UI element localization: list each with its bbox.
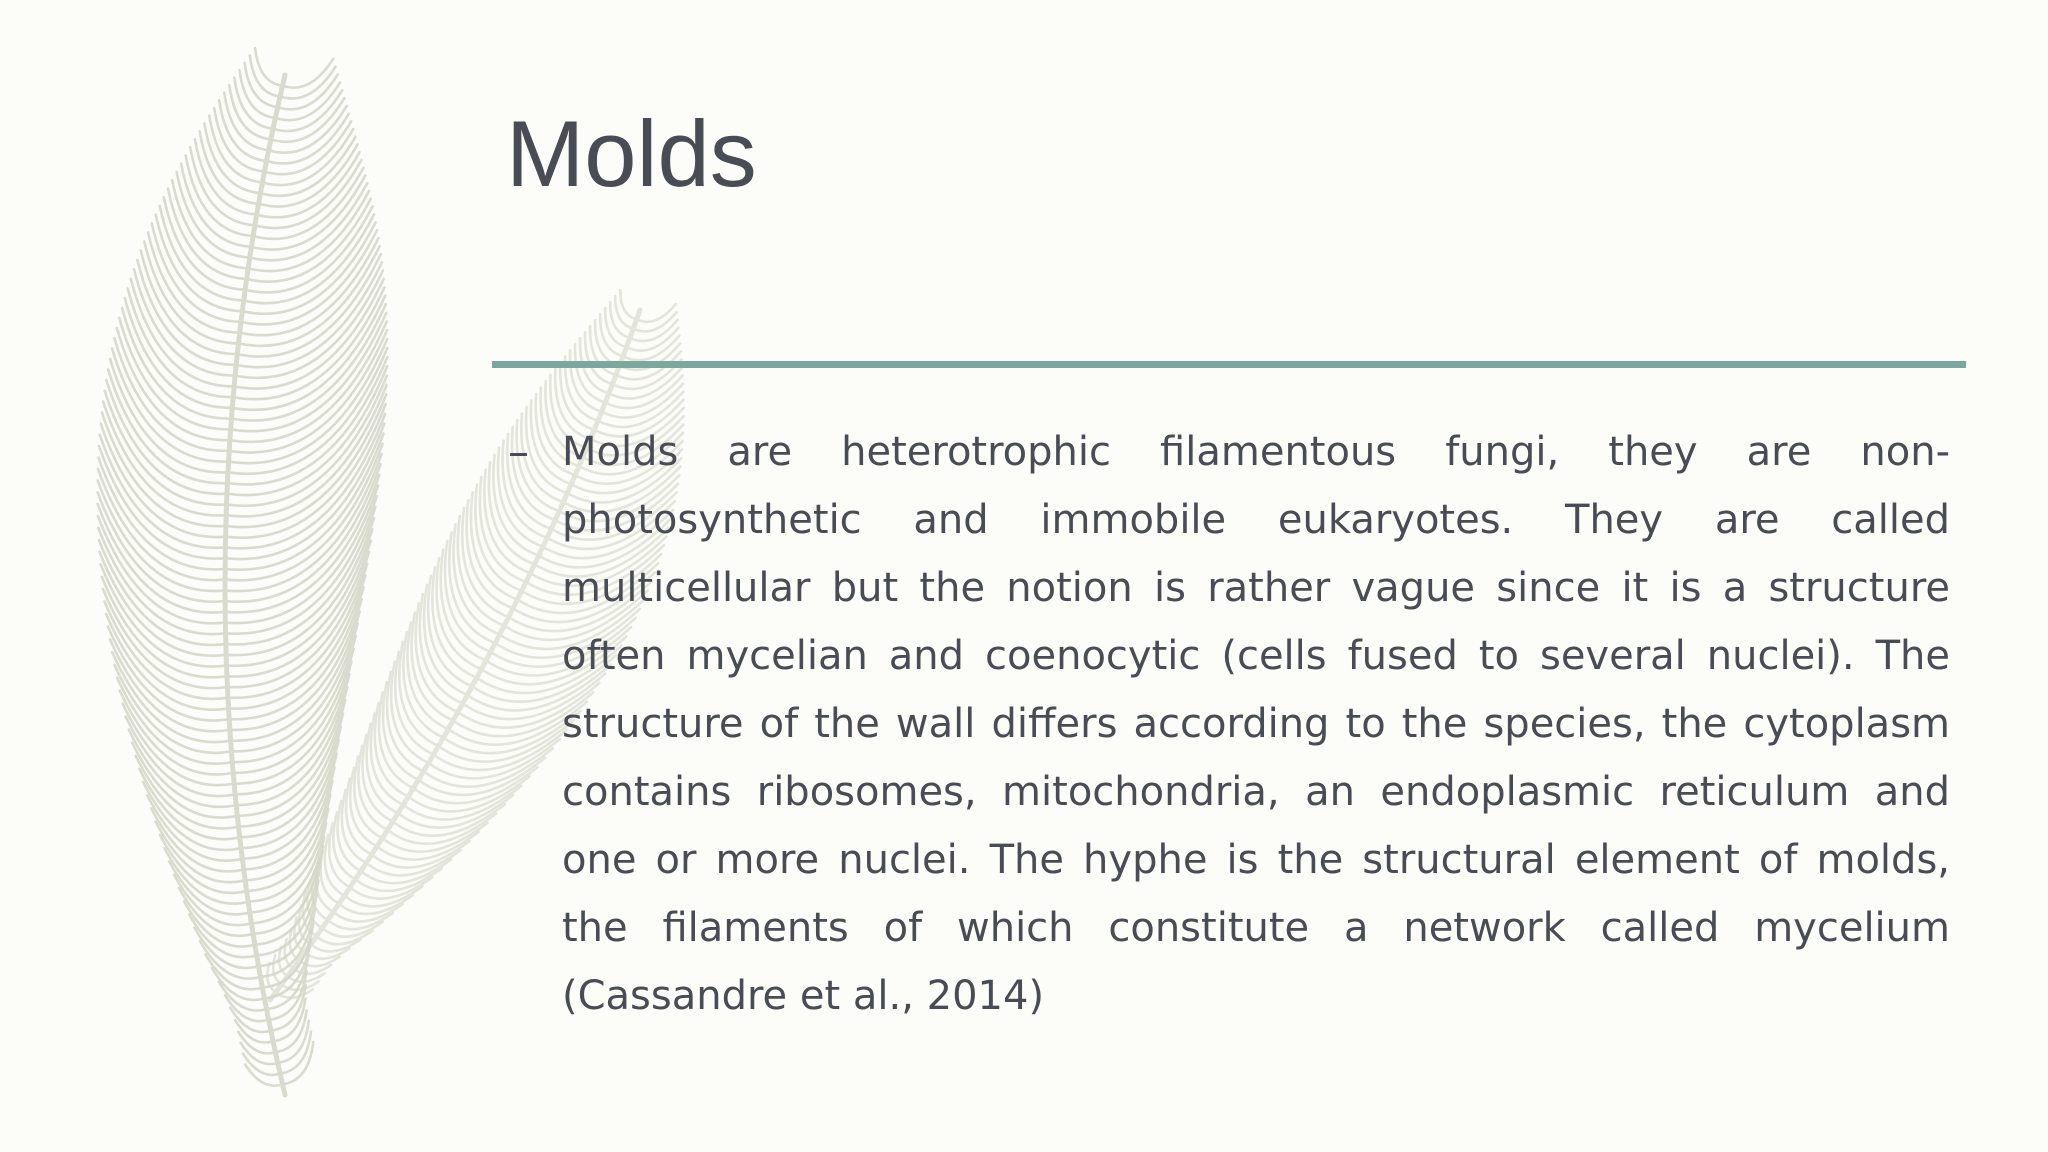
bullet-text: Molds are heterotrophic filamentous fungi, they are non-photosynthetic and immobile eukaryotes. They are called multicellular but the notion is rather vague since it is a structure often mycelian and coenocytic (cells fused to several nuclei). The structure of the wall differs according to the species, the cytoplasm contains ribosomes, mitochondria, an endoplasmic reticulum and one or more nuclei. The hyphe is the structural element of molds, the filaments of which constitute a network called mycelium (Cassandre et al., 2014) — [562, 429, 1950, 1019]
title-divider — [492, 361, 1966, 368]
slide-title: Molds — [506, 101, 757, 206]
bullet-marker: – — [508, 427, 529, 476]
bullet-list-item — [508, 418, 1950, 1030]
